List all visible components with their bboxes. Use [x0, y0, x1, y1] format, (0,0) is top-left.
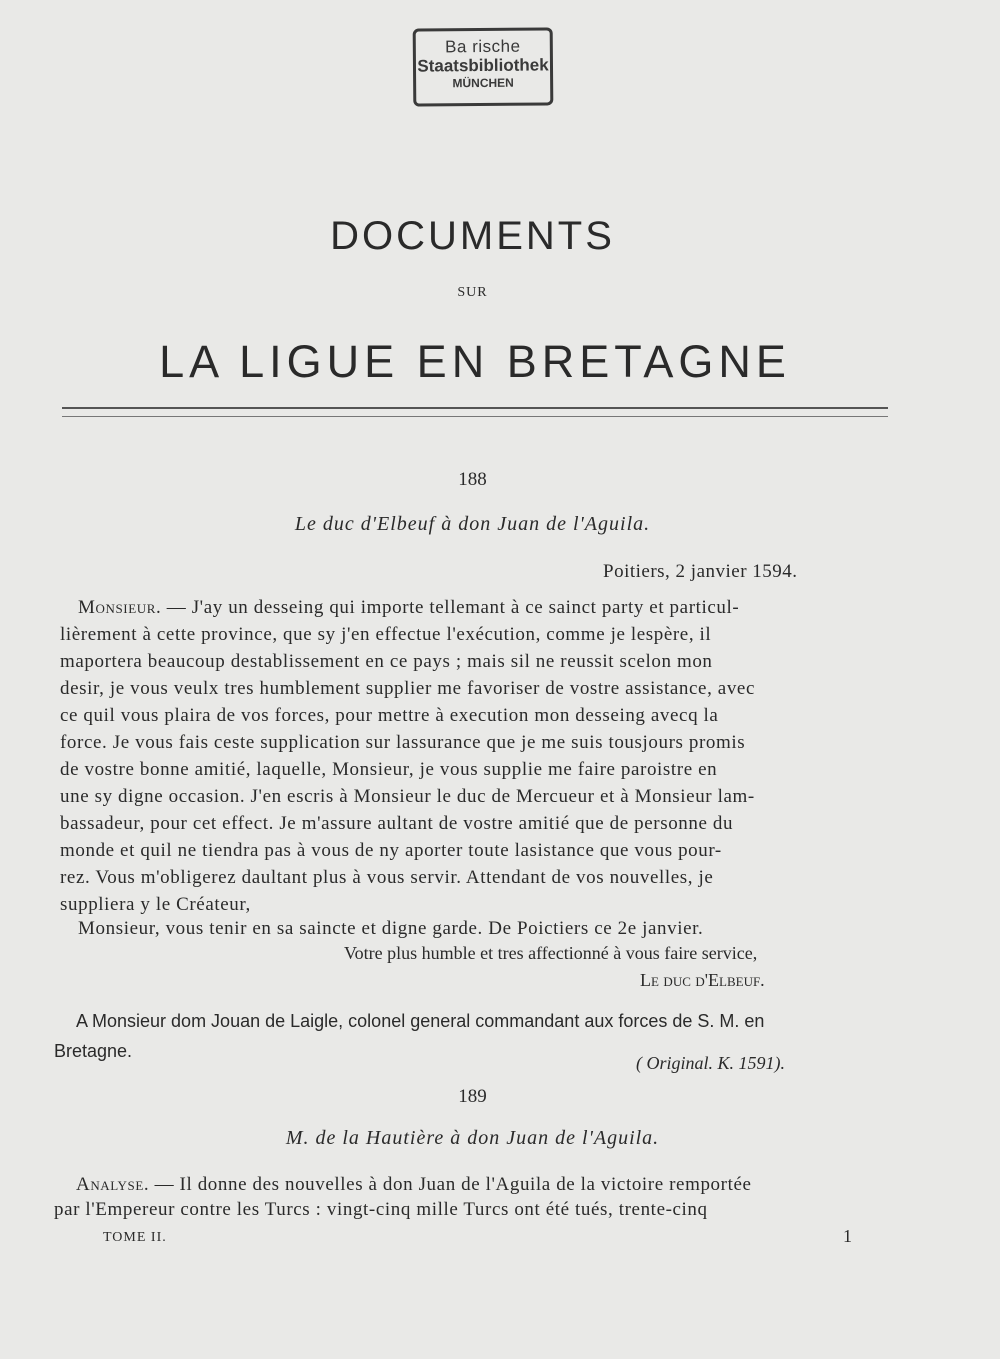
- title-divider: [62, 407, 888, 417]
- library-stamp: [413, 27, 554, 106]
- document-date: Poitiers, 2 janvier 1594.: [603, 561, 798, 582]
- stamp-line-2: Staatsbibliothek: [417, 55, 549, 76]
- address-line: Bretagne.: [54, 1041, 133, 1061]
- title-connector: SUR: [457, 285, 488, 300]
- text-line: lièrement à cette province, que sy j'en effectue l'exécution, comme je lespère, il: [60, 624, 712, 645]
- text-line: [78, 597, 890, 619]
- text-line: desir, je vous veulx tres humblement supplier me favoriser de vostre assistance, avec: [60, 678, 755, 699]
- stamp-line-1: Ba rische: [445, 36, 521, 57]
- text-line: force. Je vous fais ceste supplication sur lassurance que je me suis tousjours promis: [60, 732, 746, 753]
- address-line: A Monsieur dom Jouan de Laigle, colonel general commandant aux forces de S. M. en: [76, 1011, 765, 1031]
- document-number: 188: [458, 469, 487, 490]
- text-line: de vostre bonne amitié, laquelle, Monsieur, je vous supplie me faire paroistre en: [60, 759, 718, 780]
- page-number: 1: [843, 1226, 852, 1246]
- source-reference: ( Original. K. 1591).: [636, 1053, 786, 1073]
- text-line: une sy digne occasion. J'en escris à Monsieur le duc de Mercueur et à Monsieur lam-: [60, 786, 755, 807]
- text-line: rez. Vous m'obligerez daultant plus à vous servir. Attendant de vos nouvelles, je: [60, 867, 714, 888]
- document-number: 189: [458, 1086, 487, 1107]
- text-line: maportera beaucoup destablissement en ce pays ; mais sil ne reussit scelon mon: [60, 651, 713, 672]
- analysis-label: Analyse.: [76, 1174, 150, 1195]
- text-line: bassadeur, pour cet effect. Je m'assure aultant de vostre amitié que de personne du: [60, 813, 734, 834]
- text-line: ce quil vous plaira de vos forces, pour mettre à execution mon desseing avecq la: [60, 705, 719, 726]
- text-line-content: — Il donne des nouvelles à don Juan de l'Aguila de la victoire remportée: [149, 1174, 752, 1195]
- signature: Le duc d'Elbeuf.: [640, 970, 765, 990]
- text-line: suppliera y le Créateur,: [60, 894, 251, 915]
- stamp-line-3: MÜNCHEN: [452, 75, 514, 91]
- salutation: Monsieur.: [78, 597, 162, 618]
- text-line: monde et quil ne tiendra pas à vous de ny aporter toute lasistance que vous pour-: [60, 840, 722, 861]
- closing-formula: Votre plus humble et tres affectionné à vous faire service,: [344, 943, 758, 963]
- volume-label: TOME II.: [103, 1230, 167, 1245]
- text-line: [76, 1174, 890, 1196]
- page-title: DOCUMENTS: [330, 214, 615, 258]
- text-line: par l'Empereur contre les Turcs : vingt-cinq mille Turcs ont été tués, trente-cinq: [54, 1199, 708, 1220]
- text-line-content: — J'ay un desseing qui importe tellemant à ce sainct party et particul-: [161, 597, 740, 618]
- text-line: Monsieur, vous tenir en sa saincte et digne garde. De Poictiers ce 2e janvier.: [78, 918, 704, 939]
- document-heading: M. de la Hautière à don Juan de l'Aguila.: [285, 1127, 660, 1149]
- page-subtitle: LA LIGUE EN BRETAGNE: [159, 336, 791, 387]
- document-heading: Le duc d'Elbeuf à don Juan de l'Aguila.: [294, 513, 651, 535]
